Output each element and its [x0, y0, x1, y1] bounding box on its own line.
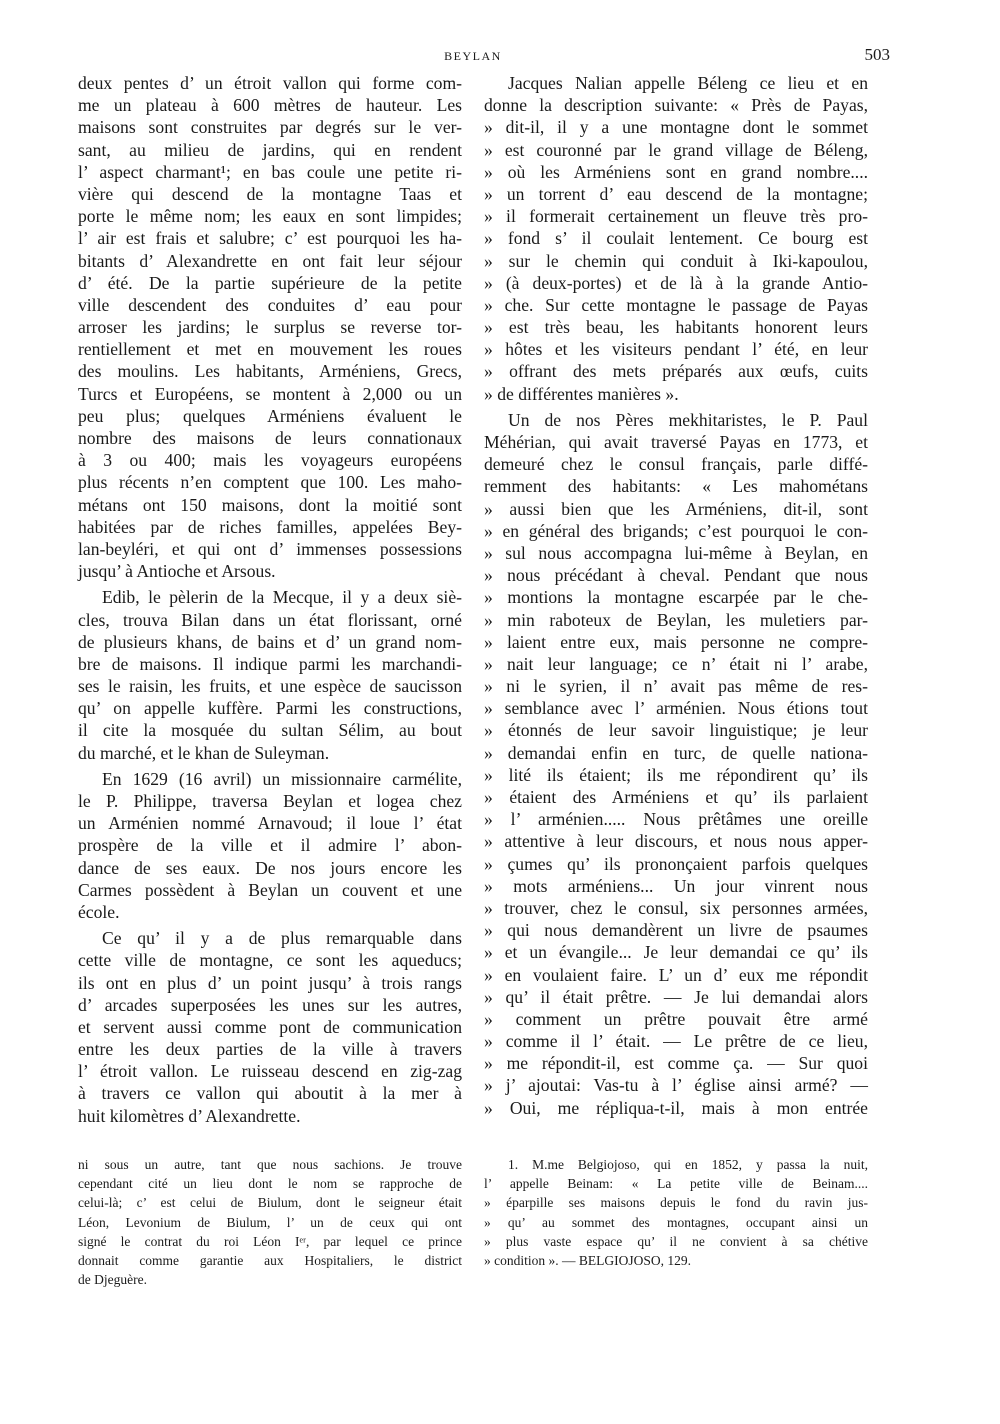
left-column-line: l’ étroit vallon. Le ruisseau descend en zig-zag: [78, 1061, 462, 1082]
right-column-line: » laient entre eux, mais personne ne compre-: [484, 631, 868, 652]
right-column-line: » (à deux-portes) et de là à la grande Antio-: [484, 272, 868, 293]
footnote-left-line: ni sous un autre, tant que nous sachions. Je trouve: [78, 1157, 462, 1172]
left-column-line: du marché, et le khan de Suleyman.: [78, 742, 330, 763]
right-column-line: Jacques Nalian appelle Béleng ce lieu et en: [508, 73, 868, 93]
footnote-right-line: l’ appelle Beinam: « La petite ville de Beinam....: [484, 1176, 868, 1192]
left-column-line: plus récents n’en comptent que 100. Les maho-: [78, 472, 462, 493]
footnote-left-line: Léon, Levonium de Biulum, l’ un de ceux qui ont: [78, 1214, 462, 1230]
left-column-line: l’ air est frais et salubre; c’ est pourquoi les ha-: [78, 228, 462, 249]
left-column-line: rentiellement et met en mouvement les roues: [78, 339, 462, 360]
right-column-line: » mots arméniens... Un jour vinrent nous: [484, 875, 868, 896]
right-column-line: » hôtes et les visiteurs pendant l’ été, en leur: [484, 339, 868, 360]
left-column-line: d’ arcades superposées les unes sur les autres,: [78, 994, 462, 1015]
footnote-right-line: » plus vaste espace qu’ il ne convient à sa chétive: [484, 1233, 868, 1249]
right-column-line: » attentive à leur discours, et nous nous apper-: [484, 831, 868, 852]
right-column-line: » en voulaient faire. L’ un d’ eux me répondit: [484, 964, 868, 985]
right-column-line: donne la description suivante: « Près de Payas,: [484, 95, 868, 116]
left-column-line: Carmes possèdent à Beylan un couvent et une: [78, 879, 462, 900]
left-column-line: huit kilomètres d’ Alexandrette.: [78, 1105, 301, 1126]
right-column-line: » comme il l’ était. — Le prêtre de ce lieu,: [484, 1031, 868, 1052]
right-column-line: Un de nos Pères mekhitaristes, le P. Paul: [508, 409, 868, 430]
left-column-line: maisons sont construites par degrés sur le ver-: [78, 117, 462, 138]
left-column-line: à travers ce vallon qui aboutit à la mer à: [78, 1083, 462, 1104]
right-column-line: » en général des brigands; c’est pourquoi le con-: [484, 520, 868, 541]
right-column-line: remment des habitants: « Les mahométans: [484, 476, 868, 497]
footnote-left-line: donnait comme garantie aux Hospitaliers, le district: [78, 1252, 462, 1268]
right-column-line: » un torrent d’ eau descend de la montagne;: [484, 183, 868, 204]
right-column-line: » comment un prêtre pouvait être armé: [484, 1008, 868, 1029]
left-column-line: d’ été. De la partie supérieure de la petite: [78, 272, 462, 293]
footnote-right-line: » éparpille ses maisons depuis le fond du ravin jus-: [484, 1195, 868, 1211]
right-column-line: » çumes qu’ ils prononçaient parfois quelques: [484, 853, 868, 874]
right-column-line: » qui nous demandèrent un livre de psaumes: [484, 920, 868, 941]
right-column-line: » nous précédant à cheval. Pendant que nous: [484, 565, 868, 586]
left-column-line: des moulins. Les habitants, Arméniens, Grecs,: [78, 361, 462, 382]
footnote-left-line: celui-là; c’ est celui de Biulum, dont le seigneur était: [78, 1195, 462, 1211]
running-head: [78, 45, 890, 69]
right-column-line: » sul nous accompagna lui-même à Beylan, en: [484, 542, 868, 563]
right-column-line: » j’ ajoutai: Vas-tu à l’ église ainsi armé? —: [484, 1075, 868, 1096]
left-column-line: l’ aspect charmant¹; en bas coule une petite ri-: [78, 161, 462, 182]
left-column-line: il cite la mosquée du sultan Sélim, au bout: [78, 720, 462, 741]
left-column-line: porte le même nom; les eaux en sont limpides;: [78, 206, 462, 227]
left-column-line: et servent aussi comme pont de communication: [78, 1016, 462, 1037]
right-column-line: » de différentes manières ».: [484, 383, 679, 404]
right-text-column: [484, 72, 868, 1119]
footnote-left-line: signé le contrat du roi Léon Iᵉʳ, par lequel ce prince: [78, 1233, 462, 1249]
left-column-line: de plusieurs khans, de bains et d’ un grand nom-: [78, 631, 462, 652]
left-text-column: [78, 72, 462, 1127]
footnote-left-line: de Djeguère.: [78, 1272, 147, 1288]
right-column-line: » est couronné par le grand village de Béleng,: [484, 139, 868, 160]
left-column-line: ville descendent des conduites d’ eau pour: [78, 294, 462, 315]
left-column-line: bre de maisons. Il indique parmi les marchandi-: [78, 653, 462, 674]
running-title: BEYLAN: [444, 49, 502, 63]
left-column-line: ses le raisin, les fruits, et une espèce de saucisson: [78, 676, 462, 697]
right-column-line: » est très beau, les habitants honorent leurs: [484, 317, 868, 338]
right-column-line: » et un évangile... Je leur demandai ce qu’ ils: [484, 942, 868, 963]
right-column-line: » où les Arméniens sont en grand nombre....: [484, 161, 868, 182]
left-column-line: un Arménien nommé Arnavoud; il loue l’ état: [78, 813, 462, 834]
right-column-line: » dit-il, il y a une montagne dont le sommet: [484, 117, 868, 138]
footnote-1: [484, 1155, 868, 1270]
left-column-line: me un plateau à 600 mètres de hauteur. Les: [78, 95, 462, 116]
right-column-line: » offrant des mets préparés aux œufs, cuits: [484, 361, 868, 382]
footnote-continuation: [78, 1155, 462, 1289]
left-column-line: entre les deux parties de la ville à travers: [78, 1039, 462, 1060]
left-column-line: dance de ses eaux. De nos jours encore les: [78, 857, 462, 878]
right-column-line: » semblance avec l’ arménien. Nous étions tout: [484, 698, 868, 719]
left-column-line: métans ont 150 maisons, dont la moitié sont: [78, 494, 462, 515]
right-column-line: » Oui, me répliqua-t-il, mais à mon entrée: [484, 1097, 868, 1118]
left-column-line: cette ville de montagne, ce sont les aqueducs;: [78, 950, 462, 971]
right-column-line: » che. Sur cette montagne le passage de Payas: [484, 294, 868, 315]
left-column-line: nombre des maisons de leurs connationaux: [78, 428, 462, 448]
right-column-line: demeuré chez le consul français, parle diffé-: [484, 454, 868, 475]
right-column-line: » étaient des Arméniens et qu’ ils parlaient: [484, 787, 868, 807]
left-column-line: cles, trouva Bilan dans un état florissant, orné: [78, 609, 462, 630]
left-column-line: arroser les jardins; le surplus se reverse tor-: [78, 317, 462, 338]
right-column-line: » demandai enfin en turc, de quelle nationa-: [484, 742, 868, 763]
left-column-line: le P. Philippe, traversa Beylan et logea chez: [78, 791, 462, 811]
right-column-line: » nait leur language; ce n’ était ni l’ arabe,: [484, 653, 868, 674]
left-column-line: sant, au milieu de jardins, qui en rendent: [78, 139, 462, 160]
left-column-line: Turcs et Européens, se montent à 2,000 ou un: [78, 383, 462, 404]
left-column-line: à 3 ou 400; mais les voyageurs européens: [78, 450, 462, 471]
left-column-line: école.: [78, 901, 120, 922]
right-column-line: » il formerait certainement un fleuve très pro-: [484, 206, 868, 227]
footnote-right-line: » condition ». — BELGIOJOSO, 129.: [484, 1252, 691, 1268]
footnote-left-line: cependant cité un lieu dont le nom se rapproche de: [78, 1176, 462, 1192]
left-column-line: deux pentes d’ un étroit vallon qui forme com-: [78, 73, 462, 93]
right-column-line: » sur le chemin qui conduit à Iki-kapoulou,: [484, 250, 868, 271]
right-column-line: » me répondit-il, est comme ça. — Sur quoi: [484, 1053, 868, 1074]
left-column-line: habitées par de riches familles, appelées Bey-: [78, 516, 462, 537]
right-column-line: » l’ arménien..... Nous prêtâmes une oreille: [484, 809, 868, 830]
footnote-right-line: 1. M.me Belgiojoso, qui en 1852, y passa la nuit,: [508, 1157, 868, 1172]
right-column-line: » aussi bien que les Arméniens, dit-il, sont: [484, 498, 868, 519]
left-column-line: vière qui descend de la montagne Taas et: [78, 183, 462, 204]
left-column-line: bitants d’ Alexandrette en ont fait leur séjour: [78, 250, 462, 271]
page-number: 503: [864, 45, 890, 64]
left-column-line: lan-beyléri, et qui ont d’ immenses possessions: [78, 538, 462, 559]
left-column-line: qu’ on appelle kuffère. Parmi les constructions,: [78, 698, 462, 719]
footnote-right-line: » qu’ au sommet des montagnes, occupant ainsi un: [484, 1214, 868, 1230]
left-column-line: peu plus; quelques Arméniens évaluent le: [78, 405, 462, 426]
right-column-line: » ni le syrien, il n’ avait pas même de res-: [484, 676, 868, 697]
left-column-line: jusqu’ à Antioche et Arsous.: [78, 561, 276, 582]
left-column-line: prospère de la ville et il admire l’ abon-: [78, 835, 462, 856]
right-column-line: » étonnés de leur savoir linguistique; je leur: [484, 720, 868, 741]
right-column-line: » montions la montagne escarpée par le che-: [484, 587, 868, 608]
right-column-line: Méhérian, qui avait traversé Payas en 1773, et: [484, 432, 868, 452]
right-column-line: » lité ils étaient; ils me répondirent qu’ ils: [484, 764, 868, 785]
right-column-line: » qu’ il était prêtre. — Je lui demandai alors: [484, 986, 868, 1007]
right-column-line: » min raboteux de Beylan, les muletiers par-: [484, 609, 868, 630]
right-column-line: » trouver, chez le consul, six personnes armées,: [484, 897, 868, 918]
left-column-line: Edib, le pèlerin de la Mecque, il y a deux siè-: [102, 587, 462, 608]
left-column-line: En 1629 (16 avril) un missionnaire carmélite,: [102, 768, 462, 789]
left-column-line: Ce qu’ il y a de plus remarquable dans: [102, 928, 462, 949]
left-column-line: ils ont en plus d’ un point jusqu’ à trois rangs: [78, 972, 462, 993]
right-column-line: » fond s’ il coulait lentement. Ce bourg est: [484, 228, 868, 249]
